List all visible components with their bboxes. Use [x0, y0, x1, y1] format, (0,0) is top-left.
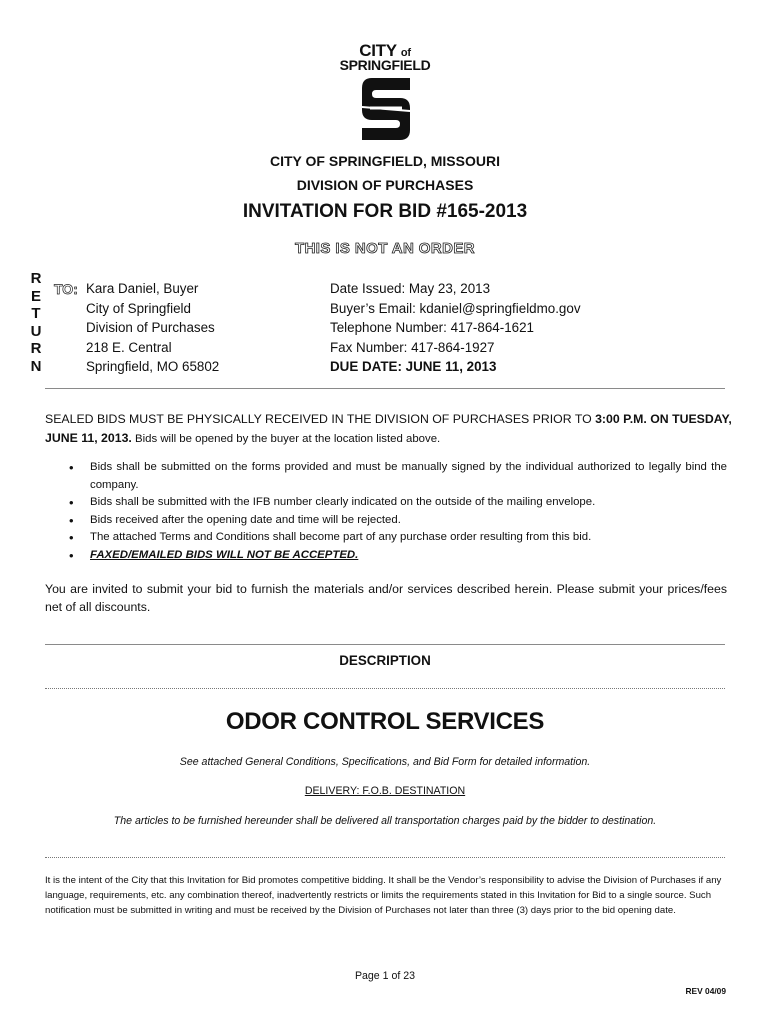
intent-paragraph: It is the intent of the City that this Invitation for Bid promotes competitive bidding. It shall be the Vendor’s responsibility to advise the Division of Purchases if any language, requirements, etc. any combination thereof, inadvertently restricts or limits the requirements stated in this Invitation for Bid to a single source. Such notification must be submitted in writing and must be received by the Division of Purchases not later than three (3) days prior to the bid opening date.	[45, 875, 722, 917]
articles-note: The articles to be furnished hereunder shall be delivered all transportation charges paid by the bidder to destination.	[113, 815, 657, 827]
date-issued: Date Issued: May 23, 2013	[330, 281, 491, 296]
telephone-number: Telephone Number: 417-864-1621	[330, 320, 534, 335]
address-line: 218 E. Central	[86, 339, 172, 355]
return-vertical-label	[30, 270, 42, 375]
not-an-order-notice: THIS IS NOT AN ORDER	[295, 240, 475, 257]
address-line: Springfield, MO 65802	[86, 359, 220, 374]
buyer-email[interactable]: Buyer’s Email: kdaniel@springfieldmo.gov	[330, 300, 581, 316]
return-letter: U	[30, 322, 42, 340]
division-heading: DIVISION OF PURCHASES	[296, 177, 474, 193]
return-letter: N	[30, 357, 42, 375]
see-attached-note: See attached General Conditions, Specifications, and Bid Form for detailed information.	[179, 756, 591, 768]
list-item: • Bids received after the opening date and time will be rejected.	[45, 512, 727, 530]
page-number: Page 1 of 23	[354, 970, 416, 982]
return-letter: E	[30, 287, 41, 305]
bid-title: INVITATION FOR BID #165-2013	[242, 201, 528, 222]
bid-rules-list	[45, 459, 727, 564]
list-item	[45, 547, 727, 565]
list-item: • Bids shall be submitted with the IFB number clearly indicated on the outside of the mailing envelope.	[45, 494, 727, 512]
faxed-bids-warning: FAXED/EMAILED BIDS WILL NOT BE ACCEPTED.	[90, 548, 359, 561]
city-logo	[330, 40, 440, 142]
to-label: TO:	[54, 281, 78, 297]
buyer-address	[86, 279, 219, 377]
description-heading: DESCRIPTION	[339, 653, 431, 668]
springfield-s-logo-icon	[356, 76, 416, 142]
divider	[45, 688, 725, 689]
revision-label: REV 04/09	[685, 986, 726, 996]
list-item: • The attached Terms and Conditions shall become part of any purchase order resulting from this bid.	[45, 529, 727, 547]
address-line: Kara Daniel, Buyer	[86, 281, 199, 296]
service-title: ODOR CONTROL SERVICES	[225, 708, 545, 735]
fax-number: Fax Number: 417-864-1927	[330, 339, 495, 355]
divider	[45, 388, 725, 389]
logo-text-springfield: SPRINGFIELD	[339, 57, 431, 73]
return-letter: T	[31, 305, 41, 322]
return-letter: R	[30, 340, 42, 357]
list-item: • Bids shall be submitted on the forms provided and must be manually signed by the individual authorized to legally bind the company.	[45, 459, 727, 494]
address-line: City of Springfield	[86, 300, 191, 316]
bid-info	[330, 279, 581, 377]
logo-text-city: CITY of	[359, 41, 411, 60]
address-line: Division of Purchases	[86, 320, 215, 335]
due-date: DUE DATE: JUNE 11, 2013	[330, 359, 497, 374]
sealed-bids-notice: SEALED BIDS MUST BE PHYSICALLY RECEIVED IN THE DIVISION OF PURCHASES PRIOR TO 3:00 P.M. ON TUESDAY, JUNE 11, 2013. Bids will be opened by the buyer at the location listed above.	[45, 412, 732, 445]
divider	[45, 644, 725, 645]
delivery-terms: DELIVERY: F.O.B. DESTINATION	[304, 785, 466, 797]
invitation-paragraph: You are invited to submit your bid to furnish the materials and/or services described herein. Please submit your prices/fees net of all discounts.	[45, 582, 727, 614]
city-heading: CITY OF SPRINGFIELD, MISSOURI	[270, 153, 500, 169]
divider	[45, 857, 725, 858]
return-letter: R	[30, 270, 42, 287]
